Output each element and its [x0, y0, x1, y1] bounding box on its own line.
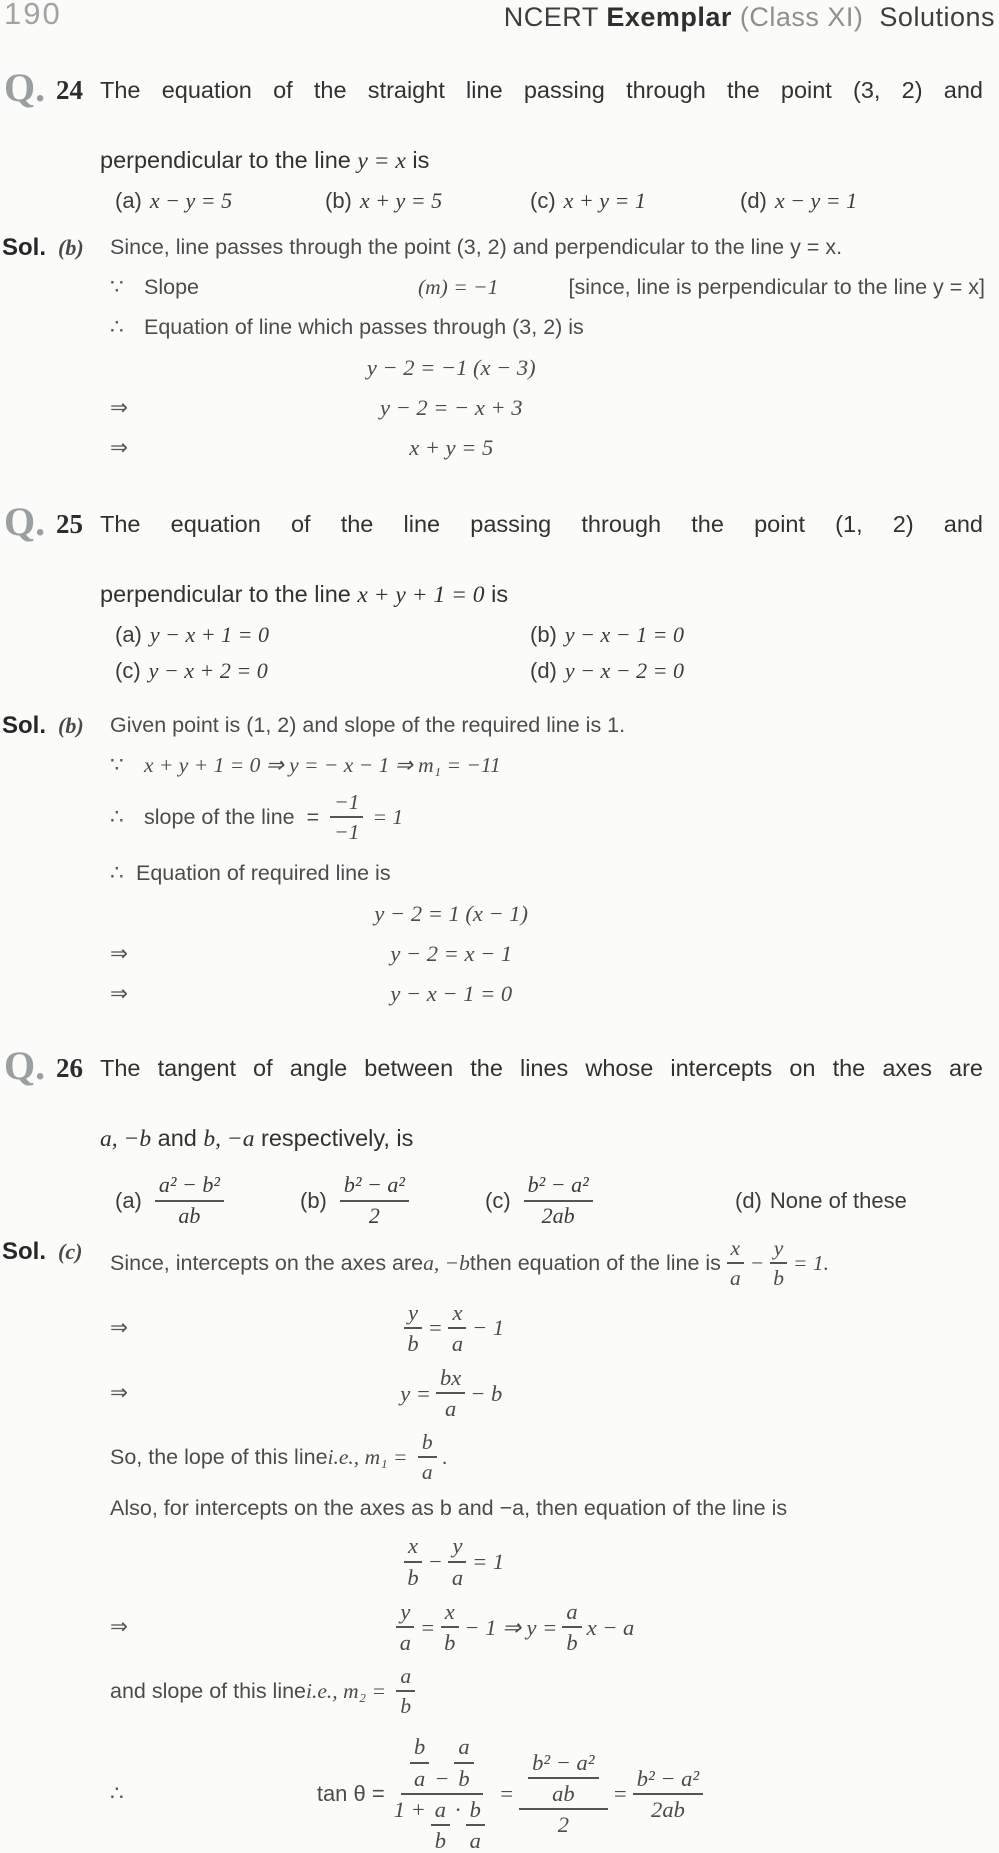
- fraction: $\frac{-1}{-1}$: [330, 790, 363, 844]
- sol24-eq1: y − 2 = −1 (x − 3): [366, 355, 536, 380]
- sol25-eq4: y − x − 1 = 0: [390, 981, 513, 1007]
- title-ncert: NCERT: [503, 2, 607, 32]
- question-24: [0, 65, 999, 179]
- question-26-number: 26: [56, 1053, 83, 1084]
- therefore-symbol: ∴: [110, 861, 124, 886]
- solution-label: Sol.: [2, 1238, 47, 1266]
- implies-symbol: ⇒: [110, 395, 129, 419]
- question-26-line2: a, −b and b, −a respectively, is: [100, 1125, 414, 1153]
- fraction: $\frac{\text{a² − b²}}{ab}$: [155, 1173, 224, 1228]
- title-exemplar: Exemplar: [606, 2, 732, 32]
- question-25-line1: The equation of the line passing through the point (1, 2) and: [100, 511, 983, 537]
- sol26-eq5-line: [110, 1599, 985, 1655]
- solution-26-body: [110, 1236, 999, 1853]
- option-a: (a) $\frac{\text{a² − b²}}{ab}$: [115, 1173, 300, 1228]
- sol24-eq2: y − 2 = − x + 3: [379, 395, 523, 420]
- option-c: (c) x + y = 1: [530, 188, 646, 213]
- big-fraction: $\frac{b}{a}$ − $\frac{a}{b}$ 1 + $\frac{a}{b}$ · $\frac{b}{a}$: [390, 1734, 494, 1853]
- sol24-line2: ∴ Equation of line which passes through (3, 2) is: [110, 312, 985, 343]
- sol26-line1: Since, intercepts on the axes are a, −b then equation of the line is $\frac{x}{a}$ − $\frac{y}{b}$ = 1.: [110, 1236, 829, 1291]
- implies-symbol: ⇒: [110, 435, 129, 459]
- question-mark-icon: Q.: [4, 499, 46, 544]
- question-mark-icon: Q.: [4, 1043, 46, 1089]
- fraction-y-over-b: $\frac{y}{b}$: [769, 1236, 788, 1290]
- sol25-line2: ∴ Equation of required line is: [110, 858, 985, 889]
- option-c: (c) y − x + 2 = 0: [115, 658, 268, 683]
- sol25-eq3-line: [110, 938, 985, 969]
- result-fraction: $\frac{\text{b² − a²}}{2ab}$: [633, 1766, 703, 1822]
- option-b: (b) y − x − 1 = 0: [530, 622, 684, 647]
- implies-symbol: ⇒: [110, 941, 129, 966]
- sol26-eq2-line: [110, 1300, 985, 1356]
- sol26-eq2: $\frac{y}{b}$ = $\frac{x}{a}$ − 1: [110, 1300, 793, 1356]
- solution-25: [0, 710, 999, 1009]
- question-25-options-row2: [115, 658, 999, 684]
- option-c: (c) $\frac{\text{b² − a²}}{2ab}$: [485, 1173, 735, 1228]
- solution-24: [0, 232, 999, 463]
- solution-label: Sol.: [2, 712, 47, 739]
- sol26-also-line: Also, for intercepts on the axes as b and −a, then equation of the line is: [110, 1496, 788, 1521]
- solution-label: Sol.: [2, 234, 47, 261]
- sol26-eq4: $\frac{x}{b}$ − $\frac{y}{a}$ = 1: [110, 1533, 793, 1589]
- option-d: (d) x − y = 1: [740, 188, 858, 213]
- question-25-line2: perpendicular to the line x + y + 1 = 0 is: [100, 581, 509, 608]
- question-24-text: [100, 73, 999, 179]
- question-25-text: [100, 507, 999, 613]
- sol25-slope-line: ∴ slope of the line = $\frac{-1}{-1}$ = 1: [110, 790, 404, 845]
- question-25: [0, 499, 999, 613]
- fraction-a-over-b: $\frac{a}{b}$: [396, 1664, 415, 1718]
- sol24-slope-line: ∵ Slope (m) = −1 [since, line is perpendicular to the line y = x]: [110, 272, 985, 303]
- sol25-line1: Given point is (1, 2) and slope of the required line is 1.: [110, 713, 626, 737]
- title-solutions: Solutions: [863, 2, 995, 32]
- because-symbol: ∵: [110, 753, 124, 777]
- sol26-eq3: y = $\frac{bx}{a}$ − b: [400, 1364, 503, 1422]
- sol25-eq2: y − 2 = 1 (x − 1): [374, 901, 529, 927]
- fraction: $\frac{\text{b² − a²}}{2}$: [340, 1173, 409, 1228]
- fraction: $\frac{\text{b² − a²}}{2ab}$: [524, 1173, 593, 1228]
- sol24-eq3-line: [110, 432, 985, 463]
- question-24-number: 24: [56, 75, 83, 105]
- sol24-eq3: x + y = 5: [409, 435, 494, 460]
- question-25-number: 25: [56, 509, 83, 539]
- option-a: (a) y − x + 1 = 0: [115, 622, 269, 647]
- sol25-eq1-line: ∵ x + y + 1 = 0 ⇒ y = − x − 1 ⇒ m₁ = −11: [110, 750, 985, 781]
- question-26-text: [100, 1051, 999, 1157]
- middle-fraction: $\frac{\frac{\text{b² − a²}}{ab}}{2}$: [519, 1750, 607, 1838]
- sol24-slope-eq: (m) = −1: [418, 275, 499, 299]
- question-26: [0, 1043, 999, 1157]
- page-number: 190: [4, 0, 62, 31]
- sol26-eq3-line: [110, 1365, 985, 1421]
- question-26-line1: The tangent of angle between the lines whose intercepts on the axes are: [100, 1055, 983, 1082]
- option-d: (d) y − x − 2 = 0: [530, 658, 684, 683]
- fraction-x-over-a: $\frac{x}{a}$: [726, 1236, 745, 1290]
- solution-25-body: [110, 710, 999, 1009]
- fraction-b-over-a: $\frac{b}{a}$: [418, 1430, 437, 1484]
- therefore-symbol: ∴: [110, 1781, 124, 1806]
- therefore-symbol: ∴: [110, 315, 124, 339]
- question-24-options: [115, 188, 999, 214]
- title-class: (Class XI): [731, 2, 864, 32]
- question-mark-icon: Q.: [4, 65, 46, 110]
- sol26-slope1-line: So, the lope of this line i.e., m₁ = $\frac{b}{a}$ .: [110, 1430, 448, 1485]
- solution-26-answer: (c): [58, 1239, 83, 1265]
- implies-symbol: ⇒: [110, 981, 129, 1006]
- sol24-eq2-line: [110, 392, 985, 423]
- sol25-eq4-line: [110, 978, 985, 1009]
- sol25-eq3: y − 2 = x − 1: [390, 941, 513, 967]
- implies-symbol: ⇒: [110, 1315, 129, 1340]
- solution-25-answer: (b): [58, 713, 84, 738]
- implies-symbol: ⇒: [110, 1614, 129, 1639]
- question-24-line1: The equation of the straight line passing through the point (3, 2) and: [100, 77, 983, 103]
- implies-symbol: ⇒: [110, 1380, 129, 1405]
- tan-theta-equation: tan θ = $\frac{b}{a}$ − $\frac{a}{b}$ 1 + $\frac{a}{b}$ · $\frac{b}{a}$ = $\frac{\frac{\text{b² − a²}}{ab}}{2}$ = $\frac{\text{b² − a²}}{2ab}$: [110, 1734, 915, 1853]
- question-26-options: [115, 1173, 999, 1228]
- sol26-tan-line: [110, 1734, 985, 1853]
- sol26-slope2-line: and slope of this line i.e., m₂ = $\frac{a}{b}$: [110, 1664, 985, 1718]
- therefore-symbol: ∴: [110, 804, 124, 829]
- sol24-line1: Since, line passes through the point (3, 2) and perpendicular to the line y = x.: [110, 235, 843, 259]
- solution-26: [0, 1236, 999, 1853]
- sol24-slope-note: [since, line is perpendicular to the line y = x]: [568, 275, 985, 299]
- sol26-eq5: $\frac{y}{a}$ = $\frac{x}{b}$ − 1 ⇒ y = $\frac{a}{b}$ x − a: [110, 1599, 915, 1655]
- because-symbol: ∵: [110, 275, 124, 299]
- option-d: (d) None of these: [735, 1187, 907, 1213]
- option-b: (b) x + y = 5: [325, 188, 443, 213]
- option-a: (a) x − y = 5: [115, 188, 233, 213]
- page-header: [0, 0, 999, 33]
- question-24-line2: perpendicular to the line y = x is: [100, 147, 430, 174]
- question-25-options-row1: [115, 622, 999, 648]
- solution-24-body: [110, 232, 999, 463]
- option-b: (b) $\frac{\text{b² − a²}}{2}$: [300, 1173, 485, 1228]
- book-title: [504, 2, 995, 33]
- solution-24-answer: (b): [58, 235, 84, 260]
